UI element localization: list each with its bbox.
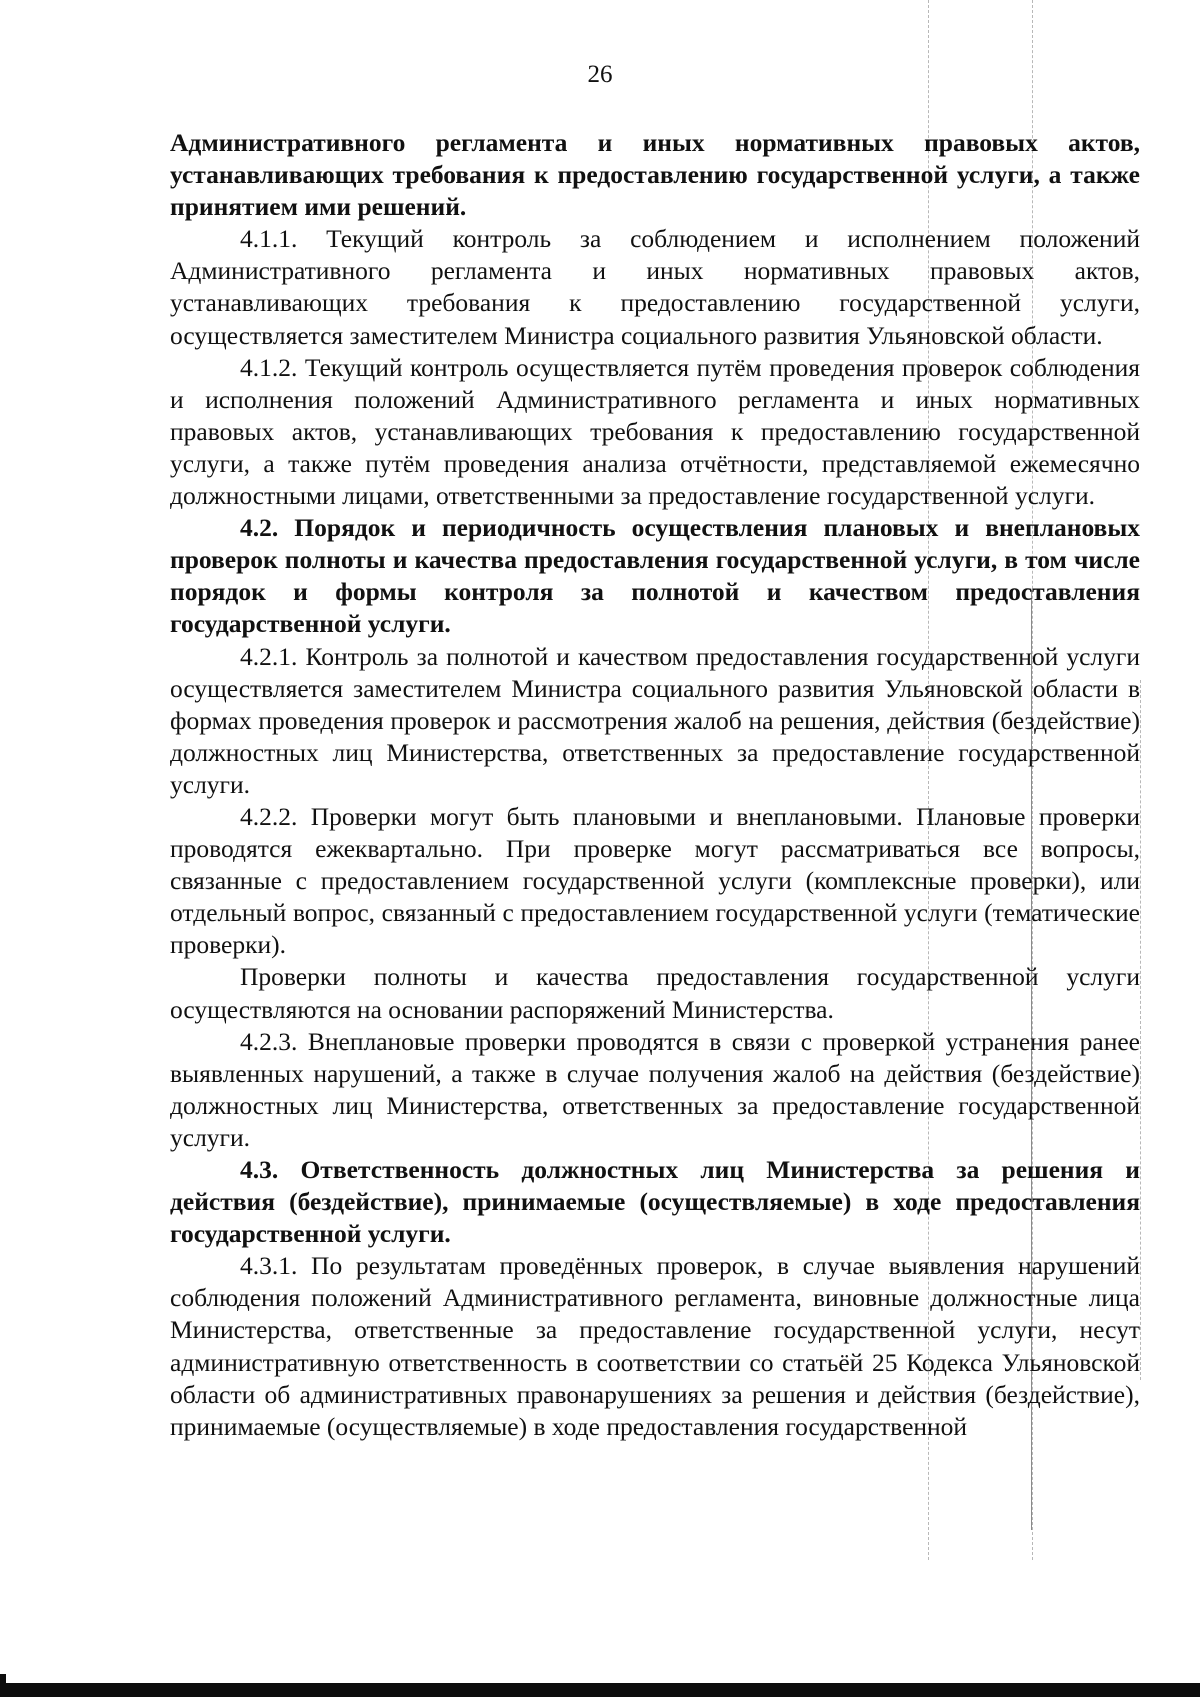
section-heading-continuation: Административного регламента и иных нормативных правовых актов, устанавливающих требования к предоставлению государственной услуги, а также принятием ими решений. xyxy=(170,128,1140,222)
paragraph-4-2-1: 4.2.1. Контроль за полнотой и качеством предоставления государственной услуги осуществляется заместителем Министра социального развития Ульяновской области в формах проведения проверок и рассмотрения жалоб на решения, действия (бездействие) должностных лиц Министерства, ответственных за предоставление государственной услуги. xyxy=(170,641,1140,799)
page-number: 26 xyxy=(587,61,613,88)
scan-artifact-line xyxy=(1140,680,1141,1380)
paragraph-4-1-1: 4.1.1. Текущий контроль за соблюдением и исполнением положений Административного регламента и иных нормативных правовых актов, устанавливающих требования к предоставлению государственной услуги, осуществляется заместителем Министра социального развития Ульяновской области. xyxy=(170,224,1140,350)
paragraph-4-3-1: 4.3.1. По результатам проведённых проверок, в случае выявления нарушений соблюдения положений Административного регламента, виновные должностные лица Министерства, ответственные за предоставление государственной услуги, несут административную ответственность в соответствии со статьёй 25 Кодекса Ульяновской области об административных правонарушениях за решения и действия (бездействие), принимаемые (осуществляемые) в ходе предоставления государственной xyxy=(170,1251,1140,1441)
scan-border-artifact xyxy=(0,1683,1200,1697)
paragraph-4-2-3: 4.2.3. Внеплановые проверки проводятся в связи с проверкой устранения ранее выявленных нарушений, а также в случае получения жалоб на действия (бездействие) должностных лиц Министерства, ответственных за предоставление государственной услуги. xyxy=(170,1026,1140,1152)
paragraph-4-1-2: 4.1.2. Текущий контроль осуществляется путём проведения проверок соблюдения и исполнения положений Административного регламента и иных нормативных правовых актов, устанавливающих требования к предоставлению государственной услуги, а также путём проведения анализа отчётности, представляемой ежемесячно должностными лицами, ответственными за предоставление государственной услуги. xyxy=(170,352,1140,511)
document-body xyxy=(170,127,1140,1443)
section-heading-4-2: 4.2. Порядок и периодичность осуществления плановых и внеплановых проверок полноты и качества предоставления государственной услуги, в том числе порядок и формы контроля за полнотой и качеством предоставления государственной услуги. xyxy=(170,513,1140,639)
paragraph-4-2-2: 4.2.2. Проверки могут быть плановыми и внеплановыми. Плановые проверки проводятся ежеквартально. При проверке могут рассматриваться все вопросы, связанные с предоставлением государственной услуги (комплексные проверки), или отдельный вопрос, связанный с предоставлением государственной услуги (тематические проверки). xyxy=(170,801,1140,960)
section-heading-4-3: 4.3. Ответственность должностных лиц Министерства за решения и действия (бездействие), принимаемые (осуществляемые) в ходе предоставления государственной услуги. xyxy=(170,1155,1140,1249)
paragraph-4-2-2-continued: Проверки полноты и качества предоставления государственной услуги осуществляются на основании распоряжений Министерства. xyxy=(170,962,1140,1024)
